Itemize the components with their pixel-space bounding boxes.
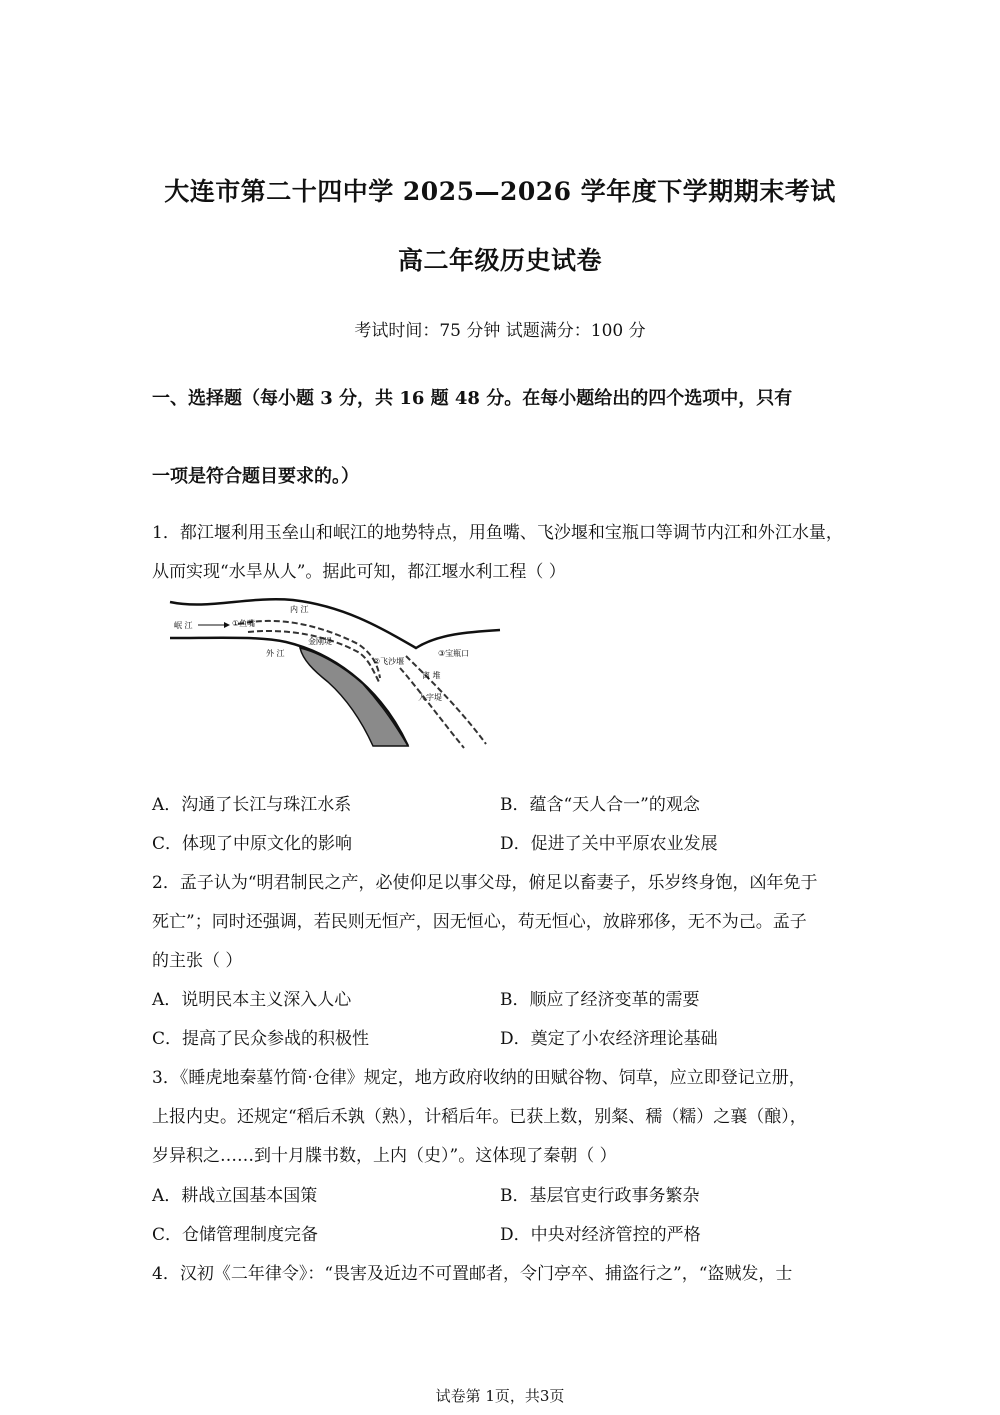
question-2-option-a: A．说明民本主义深入人心 [152,990,352,1010]
exam-info: 考试时间：75 分钟 试题满分：100 分 [354,321,646,341]
question-3-line-3: 岁异积之……到十月牒书数，上内（史）”。这体现了秦朝（ ） [152,1146,617,1166]
map-label-feishayan: ②飞沙堰 [373,657,405,666]
question-4-line-1: 4．汉初《二年律令》：“畏害及近边不可置邮者，令门亭卒、捕盗行之”，“盗贼发，士 [152,1264,793,1284]
question-2-option-c: C．提高了民众参战的积极性 [152,1029,370,1049]
map-label-jingangdi: 金刚堤 [308,637,332,646]
question-1-option-c: C．体现了中原文化的影响 [152,834,353,854]
dujiangyan-map [168,596,502,754]
question-3-option-d: D．中央对经济管控的严格 [500,1225,701,1245]
exam-title: 大连市第二十四中学 2025—2026 学年度下学期期末考试 [164,177,836,206]
map-label-minjiang: 岷 江 [174,621,193,630]
question-2-line-1: 2．孟子认为“明君制民之产，必使仰足以事父母，俯足以畜妻子，乐岁终身饱，凶年免于 [152,873,818,893]
section-heading-line1: 一、选择题（每小题 3 分，共 16 题 48 分。在每小题给出的四个选项中，只有 [152,388,793,409]
question-3-option-c: C．仓储管理制度完备 [152,1225,319,1245]
question-1-option-b: B．蕴含“天人合一”的观念 [500,795,700,815]
question-2-line-3: 的主张（ ） [152,951,243,971]
question-2-option-b: B．顺应了经济变革的需要 [500,990,700,1010]
page-footer: 试卷第 1页，共3页 [435,1387,565,1405]
map-label-neijiang: 内 江 [290,605,309,614]
question-2-option-d: D．奠定了小农经济理论基础 [500,1029,718,1049]
question-3-option-b: B．基层官吏行政事务繁杂 [500,1186,700,1206]
question-2-line-2: 死亡”；同时还强调，若民则无恒产，因无恒心，苟无恒心，放辟邪侈，无不为己。孟子 [152,912,807,932]
map-label-lidui: 离 堆 [422,671,441,680]
question-3-line-1: 3．《睡虎地秦墓竹简·仓律》规定，地方政府收纳的田赋谷物、饲草，应立即登记立册， [152,1068,806,1088]
question-3-line-2: 上报内史。还规定“稻后禾孰（熟），计稻后年。已获上数，别粲、穤（糯）之襄（酿）， [152,1107,807,1127]
map-label-waijiang: 外 江 [266,649,285,658]
map-label-yuzui: ①鱼嘴 [232,619,256,628]
question-1-line-1: 1．都江堰利用玉垒山和岷江的地势特点，用鱼嘴、飞沙堰和宝瓶口等调节内江和外江水量， [152,523,843,543]
question-3-option-a: A．耕战立国基本国策 [152,1186,318,1206]
exam-subtitle: 高二年级历史试卷 [397,246,602,275]
section-heading-line2: 一项是符合题目要求的。） [152,466,359,487]
map-label-baopingkou: ③宝瓶口 [438,649,470,658]
question-1-line-2: 从而实现“水旱从人”。据此可知，都江堰水利工程（ ） [152,562,566,582]
question-1-option-d: D．促进了关中平原农业发展 [500,834,718,854]
map-label-renzidi: 人字堤 [418,693,442,702]
question-1-option-a: A．沟通了长江与珠江水系 [152,795,352,815]
